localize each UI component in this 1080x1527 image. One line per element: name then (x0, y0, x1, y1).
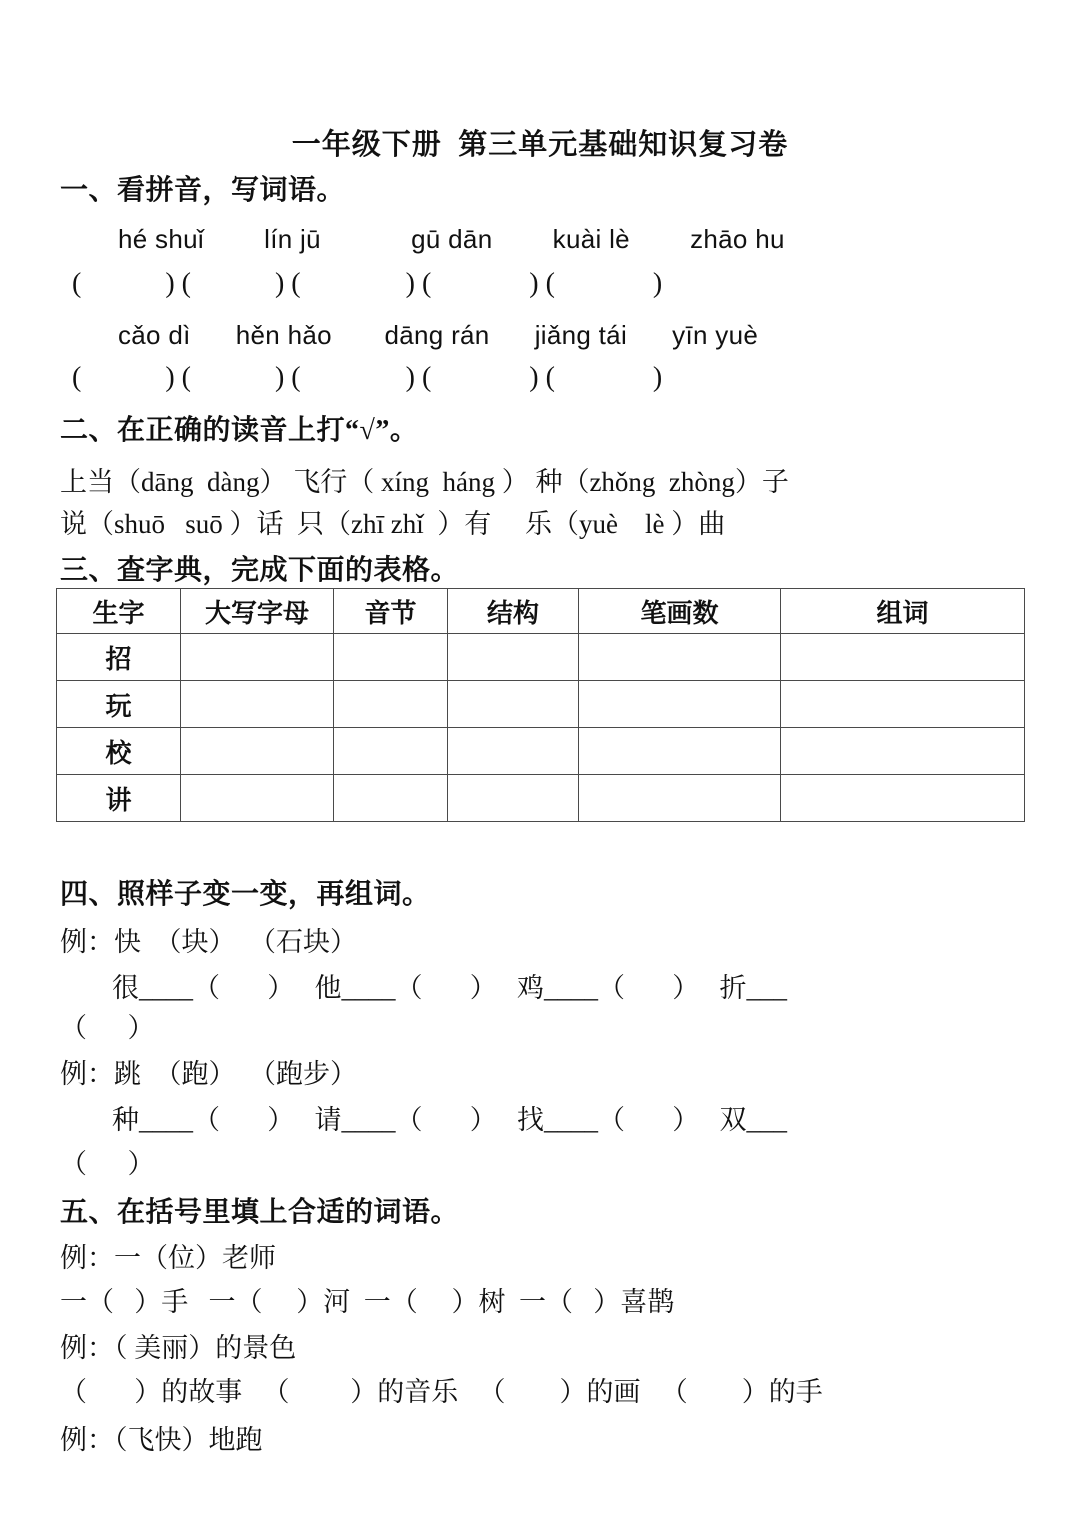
example-line-4b: 例：跳 （跑） （跑步） (60, 1059, 357, 1089)
table-cell-answer[interactable] (579, 728, 781, 775)
table-cell-answer[interactable] (181, 634, 334, 681)
table-cell-answer[interactable] (781, 775, 1025, 822)
table-cell-answer[interactable] (181, 681, 334, 728)
table-cell-character: 校 (57, 728, 181, 775)
table-header-cell: 结构 (448, 589, 579, 634)
table-cell-answer[interactable] (579, 681, 781, 728)
table-cell-answer[interactable] (181, 775, 334, 822)
table-cell-answer[interactable] (181, 728, 334, 775)
table-row (57, 775, 1025, 822)
dictionary-table (56, 588, 1025, 822)
tone-choice-line-2[interactable]: 说（shuō suō ）话 只（zhī zhǐ ）有 乐（yuè lè ）曲 (60, 509, 726, 539)
section-heading-3: 三、查字典，完成下面的表格。 (60, 555, 460, 586)
table-cell-answer[interactable] (448, 681, 579, 728)
exercise-wrap-4a[interactable]: （ ） (60, 1013, 155, 1043)
table-row (57, 728, 1025, 775)
table-cell-answer[interactable] (781, 634, 1025, 681)
answer-blank-row-2[interactable]: ( ) ( ) ( ) ( ) ( ) (72, 362, 663, 393)
exercise-wrap-4b[interactable]: （ ） (60, 1149, 155, 1179)
table-header-cell: 组词 (781, 589, 1025, 634)
table-cell-answer[interactable] (448, 634, 579, 681)
section-heading-5: 五、在括号里填上合适的词语。 (60, 1197, 460, 1228)
example-line-5a: 例：一（位）老师 (60, 1243, 276, 1273)
section-heading-2: 二、在正确的读音上打“√”。 (60, 415, 419, 446)
table-cell-character: 玩 (57, 681, 181, 728)
exercise-line-4a[interactable]: 很____（ ） 他____（ ） 鸡____（ ） 折___ (112, 973, 787, 1003)
exercise-line-5b[interactable]: （ ）的故事 （ ）的音乐 （ ）的画 （ ）的手 (60, 1377, 823, 1407)
table-cell-answer[interactable] (334, 681, 448, 728)
answer-blank-row-1[interactable]: ( ) ( ) ( ) ( ) ( ) (72, 268, 663, 299)
table-row (57, 634, 1025, 681)
section-heading-1: 一、看拼音，写词语。 (60, 175, 346, 206)
example-line-4a: 例：快 （块） （石块） (60, 927, 357, 957)
table-cell-character: 讲 (57, 775, 181, 822)
tone-choice-line-1[interactable]: 上当（dāng dàng） 飞行（ xíng háng ） 种（zhǒng zhòng）子 (60, 467, 789, 497)
table-cell-answer[interactable] (334, 728, 448, 775)
table-header-cell: 音节 (334, 589, 448, 634)
table-cell-answer[interactable] (579, 775, 781, 822)
table-row (57, 681, 1025, 728)
table-cell-answer[interactable] (334, 634, 448, 681)
table-cell-answer[interactable] (334, 775, 448, 822)
example-line-5b: 例：（ 美丽）的景色 (60, 1333, 297, 1363)
page-title: 一年级下册 第三单元基础知识复习卷 (291, 129, 789, 161)
pinyin-row-1: hé shuǐ lín jū gū dān kuài lè zhāo hu (118, 224, 785, 254)
table-cell-answer[interactable] (781, 728, 1025, 775)
table-header-row (57, 589, 1025, 634)
table-header-cell: 大写字母 (181, 589, 334, 634)
example-line-5c: 例：（飞快）地跑 (60, 1425, 263, 1455)
table-cell-character: 招 (57, 634, 181, 681)
section-heading-4: 四、照样子变一变，再组词。 (60, 879, 431, 910)
pinyin-row-2: cǎo dì hěn hǎo dāng rán jiǎng tái yīn yuè (118, 320, 759, 350)
table-cell-answer[interactable] (781, 681, 1025, 728)
table-cell-answer[interactable] (448, 728, 579, 775)
exercise-line-4b[interactable]: 种____（ ） 请____（ ） 找____（ ） 双___ (112, 1105, 787, 1135)
exercise-line-5a[interactable]: 一（ ）手 一（ ）河 一（ ）树 一（ ）喜鹊 (60, 1287, 675, 1317)
table-cell-answer[interactable] (448, 775, 579, 822)
table-header-cell: 笔画数 (579, 589, 781, 634)
table-cell-answer[interactable] (579, 634, 781, 681)
table-header-cell: 生字 (57, 589, 181, 634)
